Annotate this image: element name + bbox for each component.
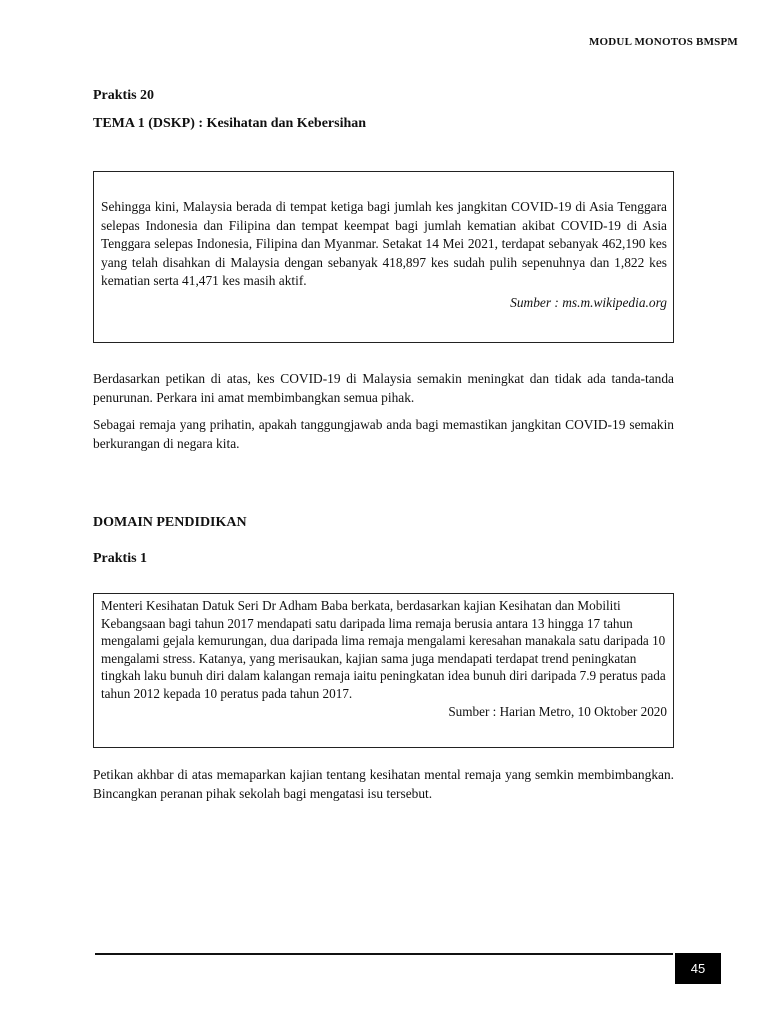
excerpt-text-covid: Sehingga kini, Malaysia berada di tempat ketiga bagi jumlah kes jangkitan COVID-19 di Asia Tenggara selepas Indonesia dan Filipina dan tempat keempat bagi jumlah kematian akibat COVID-19 di Asia Tenggara selepas Indonesia, Filipina dan Myanmar. Setakat 14 Mei 2021, terdapat sebanyak 462,190 kes yang telah disahkan di Malaysia dengan sebanyak 418,897 kes sudah pulih sepenuhnya dan 1,822 kes kematian serta 41,471 kes masih aktif. <box>101 199 667 288</box>
excerpt-text-mental-health: Menteri Kesihatan Datuk Seri Dr Adham Baba berkata, berdasarkan kajian Kesihatan dan Mobiliti Kebangsaan bagi tahun 2017 mendapati satu daripada lima remaja berusia antara 13 hingga 17 tahun mengalami gejala kemurungan, dua daripada lima remaja mengalami keresahan manakala satu daripada 10 mengalami stress. Katanya, yang merisaukan, kajian sama juga mendapati terdapat trend peningkatan tingkah laku bunuh diri dalam kalangan remaja iaitu peningkatan idea bunuh diri daripada 7.9 peratus pada tahun 2012 kepada 10 peratus pada tahun 2017. <box>101 598 666 701</box>
module-title: MODUL MONOTOS BMSPM <box>588 36 738 48</box>
footer-divider <box>95 953 673 955</box>
praktis-20-heading: Praktis 20 <box>93 88 155 103</box>
question-paragraph-3: Petikan akhbar di atas memaparkan kajian tentang kesihatan mental remaja yang semkin membimbangkan. Bincangkan peranan pihak sekolah bagi mengatasi isu tersebut. <box>93 767 674 801</box>
page-number: 45 <box>675 953 721 984</box>
question-paragraph-1: Berdasarkan petikan di atas, kes COVID-19 di Malaysia semakin meningkat dan tidak ada tanda-tanda penurunan. Perkara ini amat membimbangkan semua pihak. <box>93 371 674 405</box>
domain-heading: DOMAIN PENDIDIKAN <box>93 515 247 530</box>
praktis-1-heading: Praktis 1 <box>93 551 148 566</box>
excerpt-box-covid <box>93 171 674 343</box>
excerpt-box-mental-health <box>93 593 674 748</box>
excerpt-source-mental-health: Sumber : Harian Metro, 10 Oktober 2020 <box>448 703 667 719</box>
question-paragraph-2: Sebagai remaja yang prihatin, apakah tanggungjawab anda bagi memastikan jangkitan COVID-19 semakin berkurangan di negara kita. <box>93 417 674 451</box>
tema-heading: TEMA 1 (DSKP) : Kesihatan dan Kebersihan <box>93 116 367 131</box>
excerpt-source-covid: Sumber : ms.m.wikipedia.org <box>510 294 667 310</box>
